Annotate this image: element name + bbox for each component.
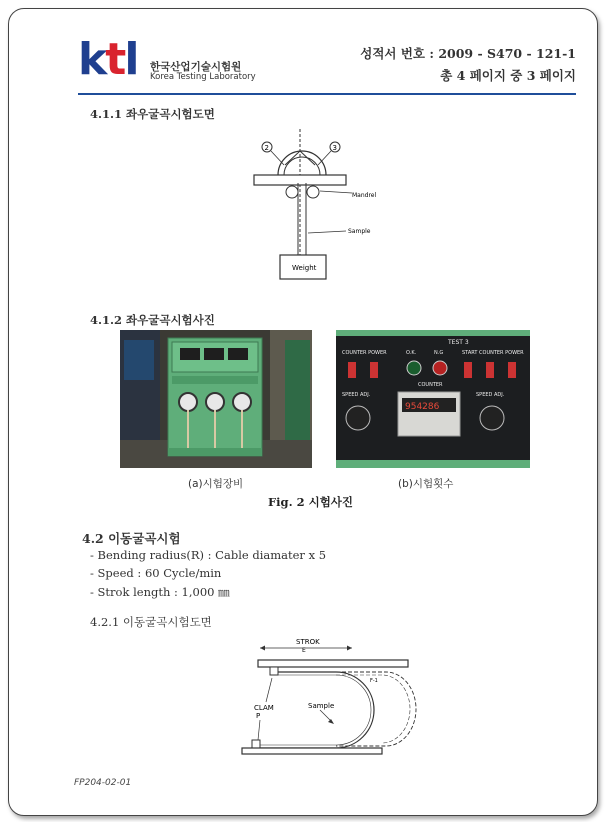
label-circle-2: 2 [264,144,269,152]
label-p: P [256,712,261,720]
label-clamp: CLAM [254,704,274,712]
label-weight: Weight [292,264,317,272]
panel-speed-adj-left: SPEED ADJ. [342,392,371,398]
panel-start-counter-power: START COUNTER POWER [462,350,524,356]
label-strok: STROK [296,638,320,646]
section-heading-411: 4.1.1 좌우굴곡시험도면 [90,107,215,121]
moving-bending-diagram [236,632,422,764]
label-circle-3: 3 [332,144,337,152]
label-sample-42: Sample [308,702,335,710]
label-e: E [302,647,306,654]
bullet-speed: - Speed : 60 Cycle/min [90,566,222,580]
panel-test-label: TEST 3 [448,339,469,346]
bullet-strok-length: - Strok length : 1,000 ㎜ [90,585,230,599]
report-number: 성적서 번호 : 2009 - S470 - 121-1 [360,46,576,61]
form-code: FP204-02-01 [74,778,132,788]
panel-counter-label: COUNTER [418,382,443,388]
caption-photo-b: (b)시험횟수 [398,478,454,490]
header-rule [78,93,576,95]
panel-counter-display: 954286 [405,402,440,412]
panel-speed-adj-right: SPEED ADJ. [476,392,505,398]
page-info: 총 4 페이지 중 3 페이지 [440,68,576,83]
panel-ng-label: N.G [434,350,444,356]
section-heading-412: 4.1.2 좌우굴곡시험사진 [90,313,215,327]
bullet-bending-radius: - Bending radius(R) : Cable diamater x 5 [90,548,327,562]
caption-photo-a: (a)시험장비 [188,478,244,490]
org-name-english: Korea Testing Laboratory [150,72,256,82]
section-heading-42: 4.2 이동굴곡시험 [82,531,181,546]
label-mandrel: Mandrel [352,192,377,199]
section-heading-421: 4.2.1 이동굴곡시험도면 [90,615,212,629]
photo-test-equipment [120,330,312,468]
ktl-logo: ktl [78,34,138,85]
panel-ok-label: O.K. [406,350,417,356]
label-r-mark: F-1 [370,678,378,684]
label-sample: Sample [348,228,371,235]
panel-counter-power-left: COUNTER POWER [342,350,387,356]
photo-test-counter [336,330,530,468]
org-name-korean: 한국산업기술시험원 [150,61,242,73]
left-right-bending-diagram [240,125,400,283]
figure-caption: Fig. 2 시험사진 [268,495,354,509]
